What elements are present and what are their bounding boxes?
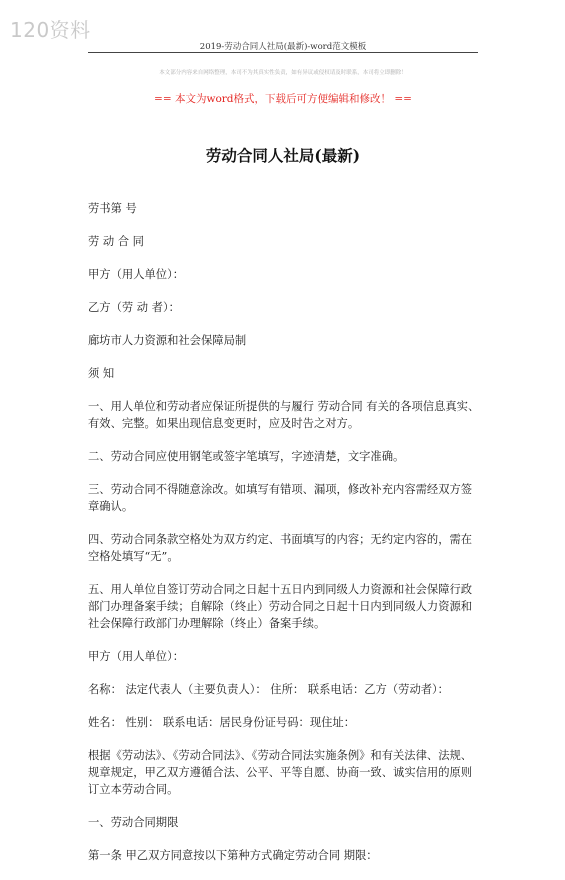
notice-item-4: 四、劳动合同条款空格处为双方约定、书面填写的内容；无约定内容的，需在空格处填写“无”。: [88, 533, 473, 563]
section-1-heading: 一、劳动合同期限: [88, 816, 179, 829]
running-header: 2019-劳动合同人社局(最新)-word范文模板: [199, 42, 367, 52]
notice-item-5: 五、用人单位自签订劳动合同之日起十五日内到同级人力资源和社会保障行政部门办理备案手续；自解除（终止）劳动合同之日起十日内到同级人力资源和社会保障行政部门办理解除（终止）备案手续。: [88, 583, 473, 630]
party-a-fields: 名称： 法定代表人（主要负责人）： 住所： 联系电话：乙方（劳动者）：: [88, 683, 449, 696]
party-b-line: 乙方（劳 动 者）：: [88, 301, 180, 314]
contract-number-line: 劳书第 号: [88, 202, 137, 215]
party-a-line: 甲方（用人单位）：: [88, 268, 185, 281]
article-1: 第一条 甲乙双方同意按以下第种方式确定劳动合同 期限：: [88, 849, 378, 862]
notice-heading: 须 知: [88, 367, 115, 380]
party-b-fields: 姓名： 性别： 联系电话：居民身份证号码：现住址：: [88, 716, 356, 729]
disclaimer-text: 本文部分内容来自网络整理，本司不为其真实性负责，如有异议或侵权请及时联系，本司将立即删除！: [159, 70, 407, 76]
party-a-section: 甲方（用人单位）：: [88, 650, 185, 663]
notice-item-3: 三、劳动合同不得随意涂改。如填写有错项、漏项，修改补充内容需经双方签章确认。: [88, 483, 473, 513]
notice-item-2: 二、劳动合同应使用钢笔或签字笔填写，字迹清楚，文字准确。: [88, 450, 405, 463]
issuing-authority: 廊坊市人力资源和社会保障局制: [88, 334, 247, 347]
notice-item-1: 一、用人单位和劳动者应保证所提供的与履行 劳动合同 有关的各项信息真实、有效、完整。如果出现信息变更时，应及时告之对方。: [88, 400, 480, 430]
document-title: 劳动合同人社局(最新): [205, 146, 361, 165]
watermark-logo: 120资料: [10, 18, 91, 42]
word-format-notice: == 本文为word格式，下载后可方便编辑和修改！ ==: [154, 93, 412, 105]
contract-heading: 劳 动 合 同: [88, 235, 144, 248]
legal-basis-paragraph: 根据《劳动法》、《劳动合同法》、《劳动合同法实施条例》和有关法律、法规、规章规定，甲乙双方遵循合法、公平、平等自愿、协商一致、诚实信用的原则订立本劳动合同。: [88, 749, 473, 796]
header-divider: [88, 52, 478, 53]
document-body: [88, 200, 480, 880]
